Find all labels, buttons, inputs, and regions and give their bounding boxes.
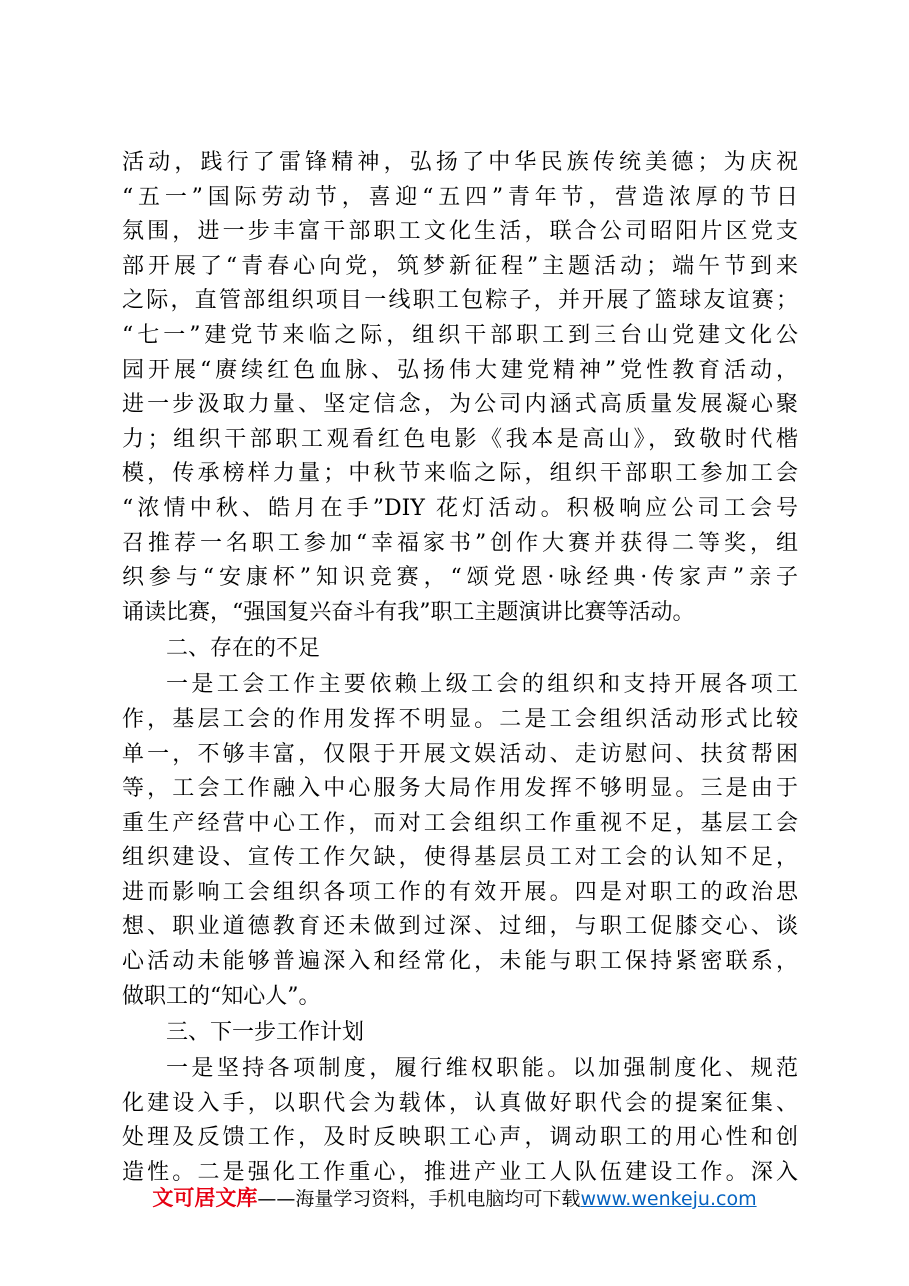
body-line: 进一步汲取力量、坚定信念，为公司内涵式高质量发展凝心聚 — [122, 392, 798, 418]
body-line: 单一，不够丰富，仅限于开展文娱活动、走访慰问、扶贫帮困 — [122, 741, 798, 767]
body-line: 模，传承榜样力量；中秋节来临之际，组织干部职工参加工会 — [122, 461, 798, 487]
body-line: 召推荐一名职工参加“幸福家书”创作大赛并获得二等奖，组 — [122, 530, 798, 556]
body-line: 想、职业道德教育还未做到过深、过细，与职工促膝交心、谈 — [122, 914, 798, 940]
footer-website-link[interactable]: www.wenkeju.com — [580, 1188, 757, 1210]
section-heading-shortcomings: 二、存在的不足 — [166, 636, 321, 662]
footer-tagline: ——海量学习资料，手机电脑均可下载 — [257, 1188, 581, 1210]
body-line: 织参与“安康杯”知识竞赛，“颂党恩·咏经典·传家声”亲子 — [122, 565, 798, 591]
body-line: 氛围，进一步丰富干部职工文化生活，联合公司昭阳片区党支 — [122, 219, 798, 245]
footer-banner — [0, 1182, 909, 1212]
body-line: 部开展了“青春心向党，筑梦新征程”主题活动；端午节到来 — [122, 253, 798, 279]
body-line: 活动，践行了雷锋精神，弘扬了中华民族传统美德；为庆祝 — [122, 150, 798, 175]
body-line: 一是坚持各项制度，履行维权职能。以加强制度化、规范 — [166, 1056, 798, 1082]
body-line: 做职工的“知心人”。 — [122, 983, 321, 1009]
body-line: 进而影响工会组织各项工作的有效开展。四是对职工的政治思 — [122, 879, 798, 905]
document-body — [122, 146, 798, 1191]
body-line: 心活动未能够普遍深入和经常化，未能与职工保持紧密联系， — [122, 949, 798, 975]
body-line: 一是工会工作主要依赖上级工会的组织和支持开展各项工 — [166, 672, 798, 698]
footer-brand: 文可居文库 — [152, 1186, 258, 1210]
body-line: “浓情中秋、皓月在手”DIY 花灯活动。积极响应公司工会号 — [122, 495, 798, 521]
body-line: “五一”国际劳动节，喜迎“五四”青年节，营造浓厚的节日 — [122, 184, 798, 210]
body-line: 组织建设、宣传工作欠缺，使得基层员工对工会的认知不足， — [122, 845, 798, 871]
body-line: 作，基层工会的作用发挥不明显。二是工会组织活动形式比较 — [122, 706, 798, 732]
body-line: 造性。二是强化工作重心，推进产业工人队伍建设工作。深入 — [122, 1160, 798, 1186]
body-line: 诵读比赛，“强国复兴奋斗有我”职工主题演讲比赛等活动。 — [122, 599, 695, 625]
body-line: 等，工会工作融入中心服务大局作用发挥不够明显。三是由于 — [122, 776, 798, 802]
body-line: 力；组织干部职工观看红色电影《我本是高山》，致敬时代楷 — [122, 426, 798, 452]
section-heading-next-steps: 三、下一步工作计划 — [166, 1020, 365, 1046]
body-line: 园开展“赓续红色血脉、弘扬伟大建党精神”党性教育活动， — [122, 357, 798, 383]
body-line: 重生产经营中心工作，而对工会组织工作重视不足，基层工会 — [122, 810, 798, 836]
body-line: 化建设入手，以职代会为载体，认真做好职代会的提案征集、 — [122, 1090, 798, 1116]
body-line: 之际，直管部组织项目一线职工包粽子，并开展了篮球友谊赛； — [122, 288, 798, 314]
body-line: “七一”建党节来临之际，组织干部职工到三台山党建文化公 — [122, 322, 798, 348]
body-line: 处理及反馈工作，及时反映职工心声，调动职工的用心性和创 — [122, 1125, 798, 1151]
